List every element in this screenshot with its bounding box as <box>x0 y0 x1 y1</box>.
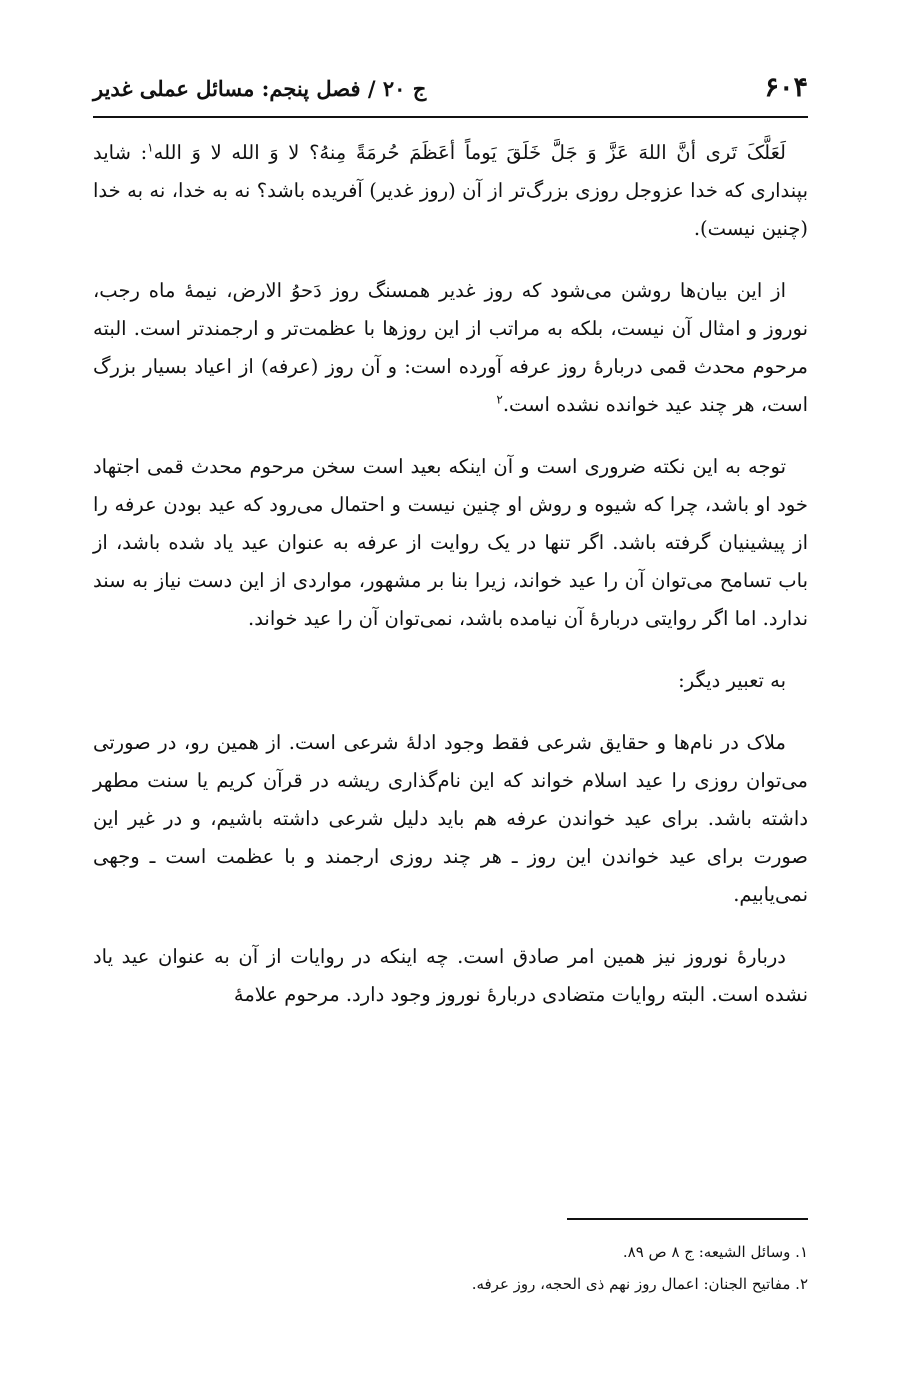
paragraph-6 <box>93 938 808 1014</box>
body-text <box>93 134 808 1038</box>
paragraph-2 <box>93 272 808 424</box>
footnote-ref: ۲ <box>496 392 503 407</box>
paragraph-3 <box>93 448 808 638</box>
page-header <box>93 68 808 114</box>
paragraph-1 <box>93 134 808 248</box>
paragraph-text: لَعَلَّکَ تَری أنَّ اللهَ عَزَّ وَ جَلَّ خَلَقَ یَوماً أعَظَمَ حُرمَةً مِنهُ؟ لا وَ الله لا وَ الله <box>153 141 786 164</box>
header-rule <box>93 116 808 118</box>
paragraph-text: به تعبیر دیگر: <box>678 669 786 692</box>
running-title: ج ۲۰ / فصل پنجم: مسائل عملی غدیر <box>93 76 427 101</box>
footnotes <box>93 1236 808 1300</box>
paragraph-text: از این بیان‌ها روشن می‌شود که روز غدیر همسنگ روز دَحوُ الارض، نیمهٔ ماه رجب، نوروز و امثال آن نیست، بلکه به مراتب از این روزها با عظمت‌تر و ارجمندتر است. البته مرحوم محدث قمی دربارهٔ روز عرفه آورده است: و آن روز (عرفه) از اعیاد بسیار بزرگ است، هر چند عید خوانده نشده است. <box>93 279 808 416</box>
paragraph-5 <box>93 724 808 914</box>
page-number: ۶۰۴ <box>764 72 808 103</box>
paragraph-4 <box>93 662 808 700</box>
paragraph-text: دربارهٔ نوروز نیز همین امر صادق است. چه اینکه در روایات از آن به عنوان عید یاد نشده است. البته روایات متضادی دربارهٔ نوروز وجود دارد. مرحوم علامهٔ <box>93 945 808 1006</box>
paragraph-text: ملاک در نام‌ها و حقایق شرعی فقط وجود ادلهٔ شرعی است. از همین رو، در صورتی می‌توان روزی را عید اسلام خواند که این نام‌گذاری ریشه در قرآن کریم یا سنت مطهر داشته باشد. برای عید خواندن عرفه هم باید دلیل شرعی داشته باشیم، و در غیر این صورت برای عید خواندن این روز ـ هر چند روزی ارجمند و با عظمت است ـ وجهی نمی‌یابیم. <box>93 731 808 906</box>
paragraph-text-continued: : شاید بپنداری که خدا عزوجل روزی بزرگ‌تر از آن (روز غدیر) آفریده باشد؟ نه به خدا، نه به خدا (چنین نیست). <box>93 141 808 240</box>
footnote-ref: ۱ <box>147 140 154 155</box>
footnote-2: ۲. مفاتیح الجنان: اعمال روز نهم ذی الحجه، روز عرفه. <box>471 1275 808 1293</box>
paragraph-text: توجه به این نکته ضروری است و آن اینکه بعید است سخن مرحوم محدث قمی اجتهاد خود او باشد، چرا که شیوه و روش او چنین نیست و احتمال می‌رود که عید بودن عرفه را از پیشینیان گرفته باشد. اگر تنها در یک روایت از عرفه به عنوان عید یاد شده باشد، از باب تسامح می‌توان آن را عید خواند، زیرا بنا بر مشهور، مواردی از این دست نیاز به سند ندارد. اما اگر روایتی دربارهٔ آن نیامده باشد، نمی‌توان آن را عید خواند. <box>93 455 808 630</box>
footnote-rule <box>567 1218 808 1220</box>
footnote-1: ۱. وسائل الشیعه: ج ۸ ص ۸۹. <box>622 1243 808 1261</box>
